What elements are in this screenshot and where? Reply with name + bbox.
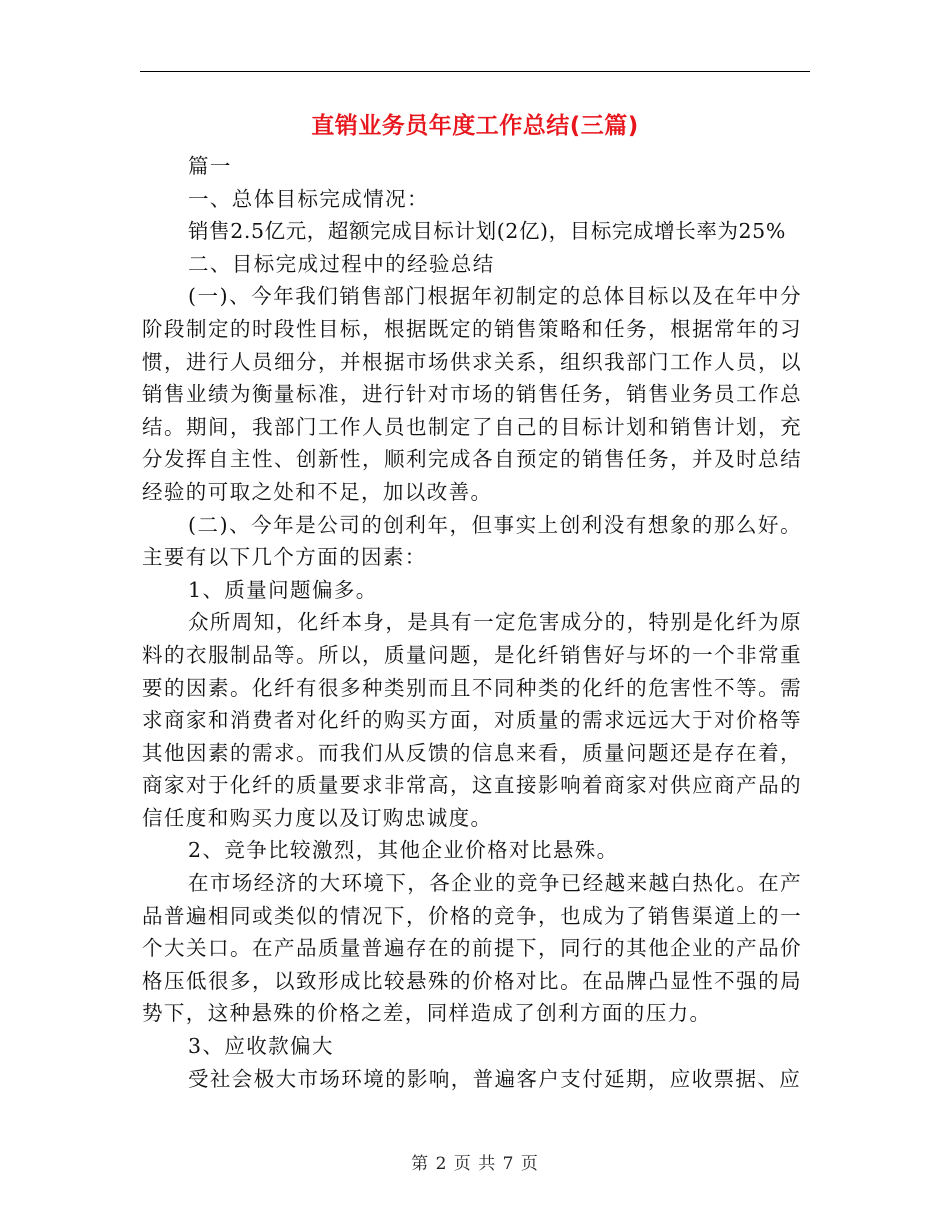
header-rule (140, 71, 810, 72)
heading-receivables: 3、应收款偏大 (188, 1034, 334, 1059)
heading-experience-summary: 二、目标完成过程中的经验总结 (188, 251, 495, 276)
heading-overall-goal: 一、总体目标完成情况： (188, 186, 429, 211)
paragraph-competition: 在市场经济的大环境下，各企业的竞争已经越来越白热化。在产品普遍相同或类似的情况下，价格的竞争，也成为了销售渠道上的一个大关口。在产品质量普遍存在的前提下，同行的其他企业的产品价格压低很多，以致形成比较悬殊的价格对比。在品牌凸显性不强的局势下，这种悬殊的价格之差，同样造成了创利方面的压力。 (142, 871, 802, 1026)
paragraph-quality-issues: 众所周知，化纤本身，是具有一定危害成分的，特别是化纤为原料的衣服制品等。所以，质量问题，是化纤销售好与坏的一个非常重要的因素。化纤有很多种类别而且不同种类的化纤的危害性不等。需求商家和消费者对化纤的购买方面，对质量的需求远远大于对价格等其他因素的需求。而我们从反馈的信息来看，质量问题还是存在着，商家对于化纤的质量要求非常高，这直接影响着商家对供应商产品的信任度和购买力度以及订购忠诚度。 (142, 610, 802, 830)
sales-result-line: 销售2.5亿元，超额完成目标计划(2亿)，目标完成增长率为25% (188, 219, 786, 244)
section-label: 篇一 (188, 154, 232, 178)
heading-quality-issues: 1、质量问题偏多。 (188, 577, 378, 602)
document-title: 直销业务员年度工作总结(三篇) (311, 113, 639, 139)
paragraph-experience-one: (一)、今年我们销售部门根据年初制定的总体目标以及在年中分阶段制定的时段性目标，根据既定的销售策略和任务，根据常年的习惯，进行人员细分，并根据市场供求关系，组织我部门工作人员，以销售业绩为衡量标准，进行针对市场的销售任务，销售业务员工作总结。期间，我部门工作人员也制定了自己的目标计划和销售计划，充分发挥自主性、创新性，顺利完成各自预定的销售任务，并及时总结经验的可取之处和不足，加以改善。 (142, 284, 802, 504)
page-number-footer: 第 2 页 共 7 页 (411, 1154, 539, 1174)
paragraph-experience-two: (二)、今年是公司的创利年，但事实上创利没有想象的那么好。主要有以下几个方面的因素： (142, 512, 802, 570)
heading-competition: 2、竞争比较激烈，其他企业价格对比悬殊。 (188, 838, 619, 863)
document-body (142, 150, 802, 1095)
paragraph-receivables: 受社会极大市场环境的影响，普遍客户支付延期，应收票据、应 (188, 1066, 802, 1091)
